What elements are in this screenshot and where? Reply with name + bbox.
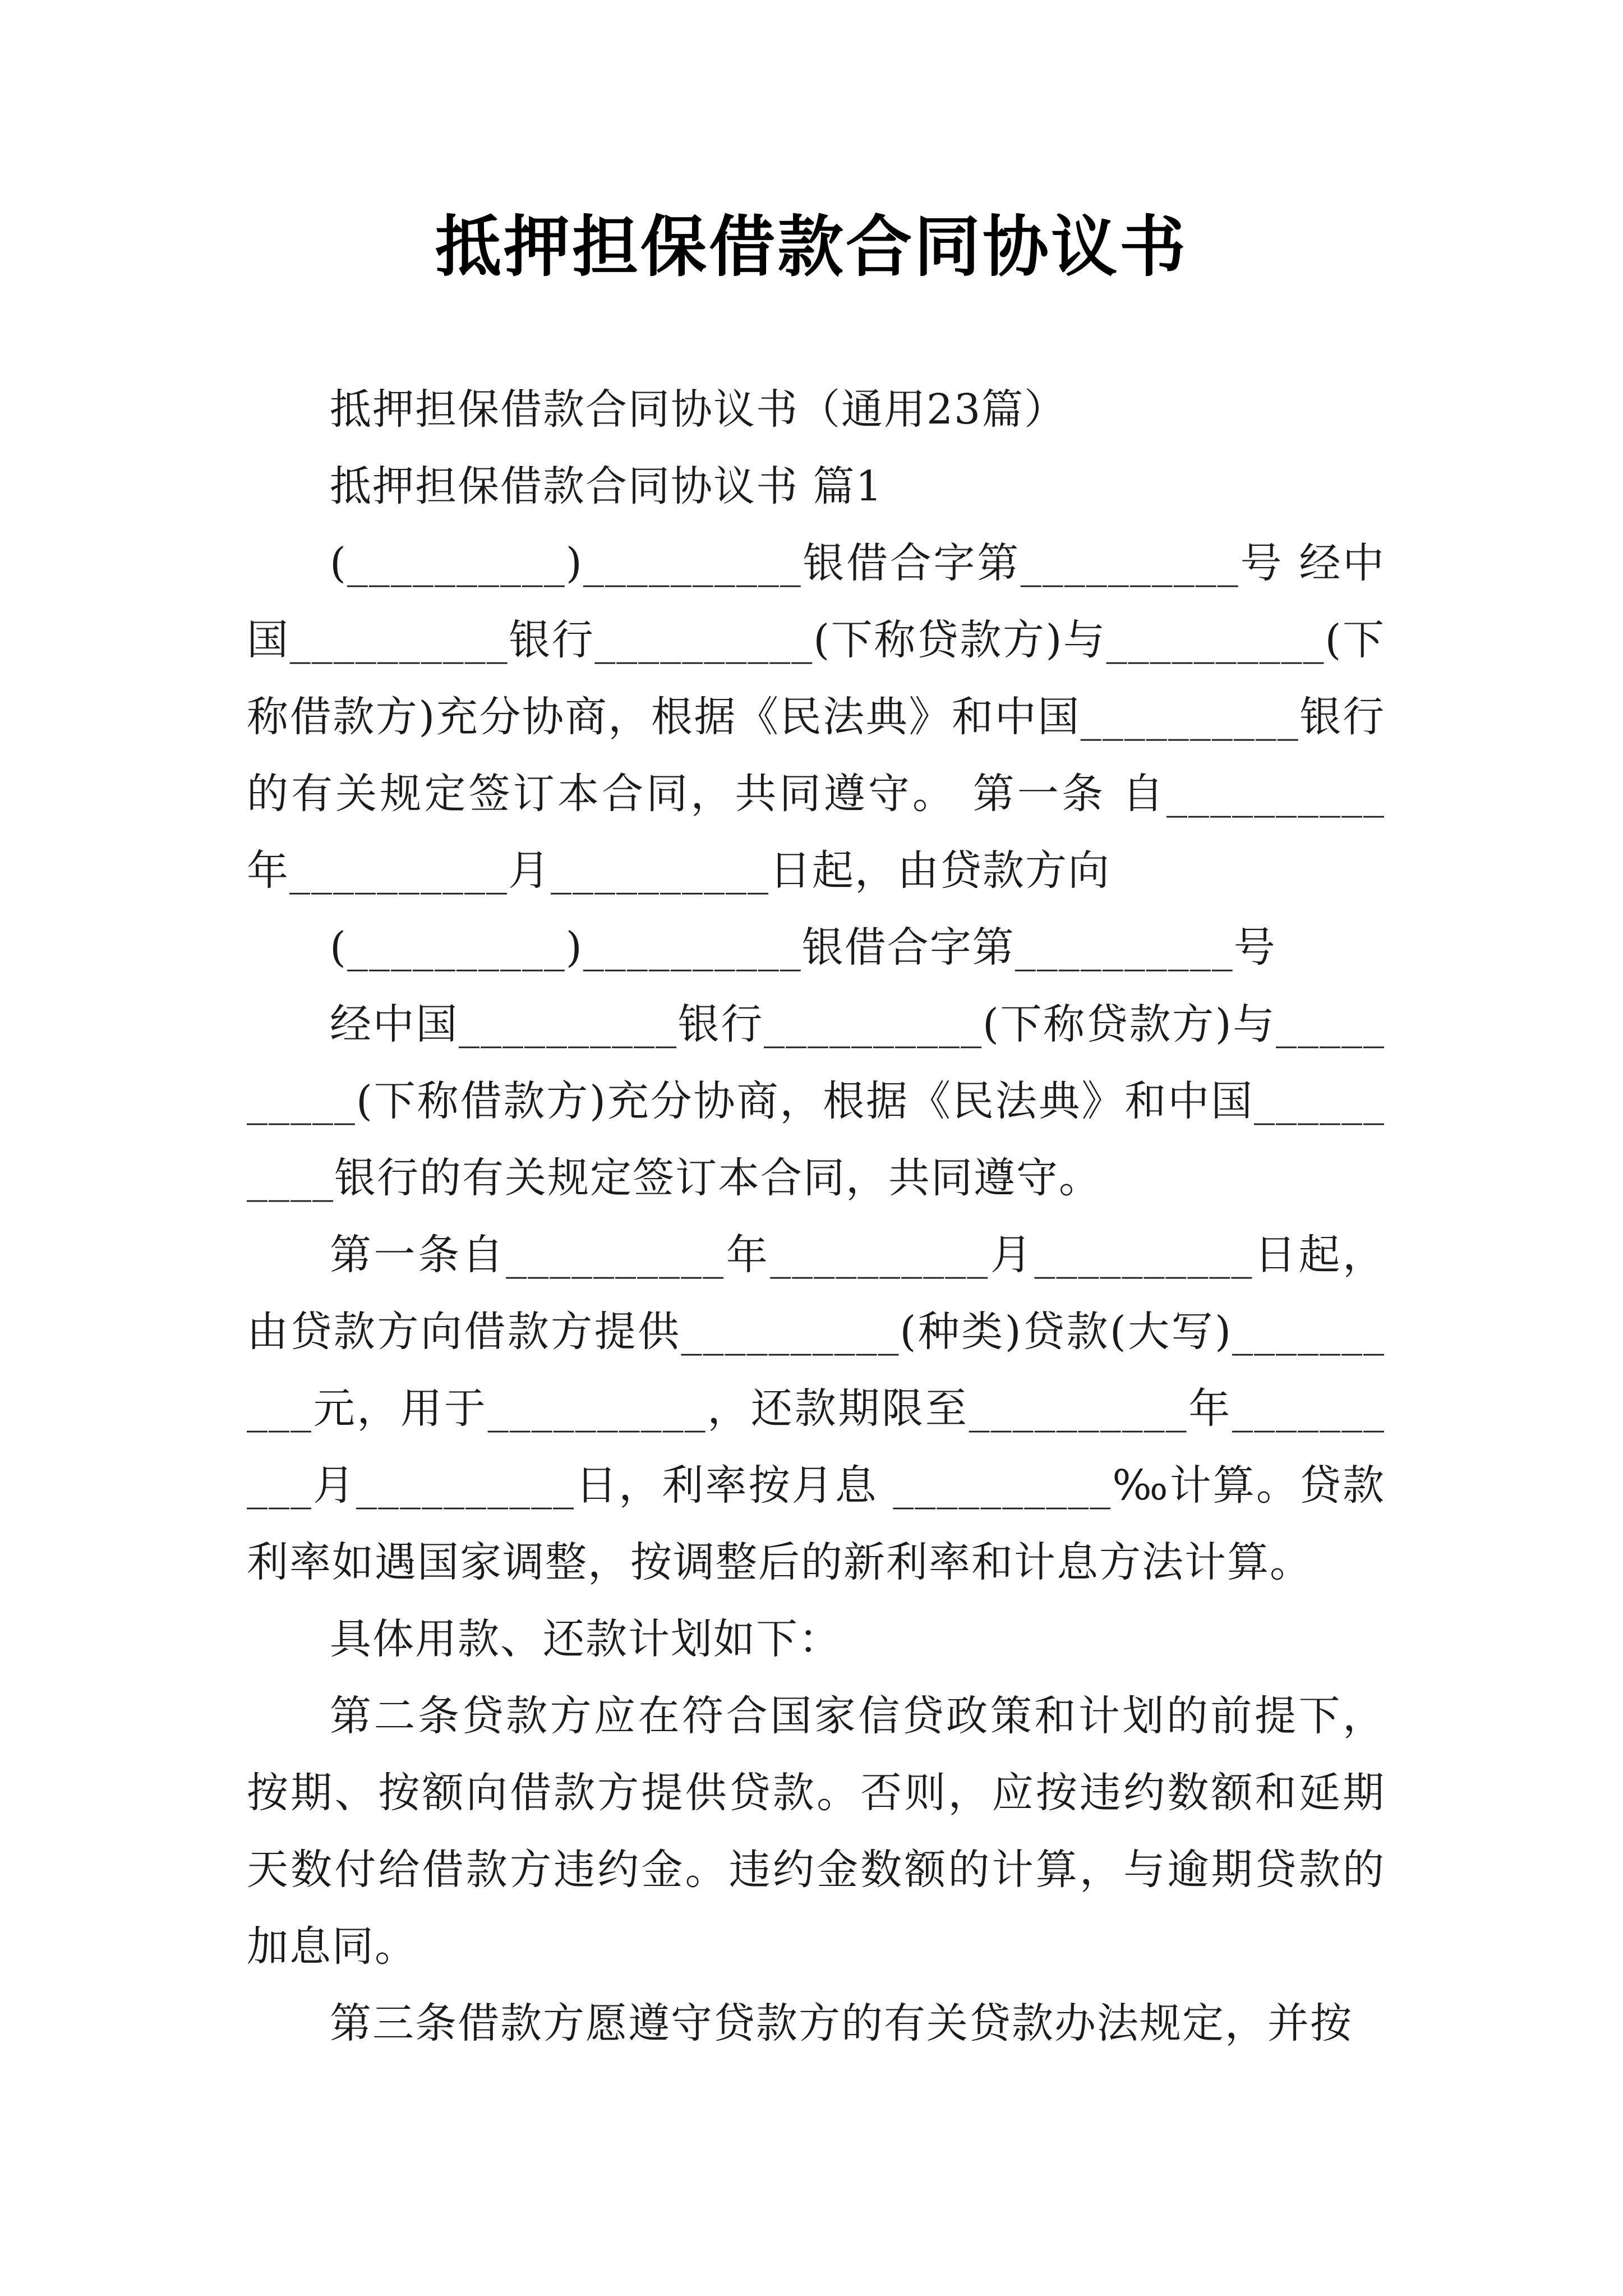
paragraph: 抵押担保借款合同协议书 篇1 (330, 462, 883, 510)
paragraph: 抵押担保借款合同协议书（通用23篇） (330, 385, 1067, 434)
paragraph: 第三条借款方愿遵守贷款方的有关贷款办法规定，并按 (330, 1999, 1353, 2047)
paragraph: 具体用款、还款计划如下： (330, 1615, 841, 1663)
document-body (247, 371, 1385, 2062)
paragraph: 经中国__________银行__________(下称贷款方)与__________(下称借款方)充分协商，根据《民法典》和中国__________银行的有关规定签订本合同，共同遵守。 (247, 1000, 1385, 1202)
paragraph: 第二条贷款方应在符合国家信贷政策和计划的前提下，按期、按额向借款方提供贷款。否则，应按违约数额和延期天数付给借款方违约金。违约金数额的计算，与逾期贷款的加息同。 (247, 1692, 1385, 1971)
document-title: 抵押担保借款合同协议书 (435, 208, 1188, 286)
paragraph: (__________)__________银借合字第__________号 经中国__________银行__________(下称贷款方)与__________(下称借款方)充分协商，根据《民法典》和中国__________银行的有关规定签订本合同，共同遵守。 第一条 自__________年__________月__________日起，由贷款方向 (247, 539, 1385, 895)
paragraph: 第一条自__________年__________月__________日起，由贷款方向借款方提供__________(种类)贷款(大写)__________元，用于__________，还款期限至__________年__________月__________日，利率按月息 __________‰计算。贷款利率如遇国家调整，按调整后的新利率和计息方法计算。 (247, 1231, 1385, 1586)
paragraph: (__________)__________银借合字第__________号 (330, 923, 1276, 972)
